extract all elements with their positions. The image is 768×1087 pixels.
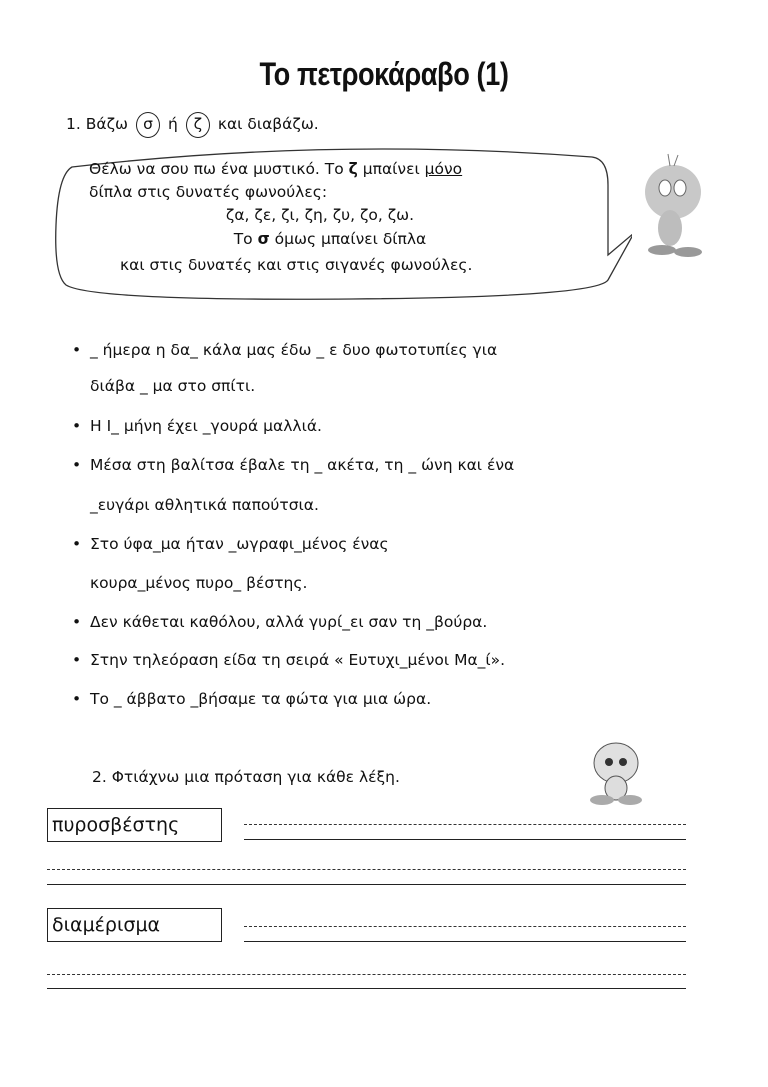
sentence-7: • Το _ άββατο _βήσαμε τα φώτα για μια ώρα. — [90, 690, 431, 708]
sentence-6: • Στην τηλεόραση είδα τη σειρά « Ευτυχι_μένοι Μα_ί». — [90, 651, 505, 669]
option-zeta: ζ — [186, 112, 210, 138]
writing-line — [47, 884, 686, 885]
sentence-5: • Δεν κάθεται καθόλου, αλλά γυρί_ει σαν τη _βούρα. — [90, 613, 487, 631]
writing-line — [47, 869, 686, 870]
sentence-3-cont: _ευγάρι αθλητικά παπούτσια. — [90, 496, 319, 514]
tweety-bird-icon-2 — [580, 738, 652, 808]
writing-line — [47, 988, 686, 989]
writing-line — [47, 974, 686, 975]
sentence-2: • Η Ι_ μήνη έχει _γουρά μαλλιά. — [90, 417, 322, 435]
exercise-number: 1. Βάζω — [66, 115, 128, 133]
tweety-bird-icon — [640, 150, 710, 260]
instruction-rest: και διαβάζω. — [217, 115, 319, 133]
writing-line — [244, 941, 686, 942]
exercise-1-instruction — [66, 112, 319, 138]
bubble-line-4: Το σ όμως μπαίνει δίπλα — [233, 230, 427, 248]
option-sigma: σ — [136, 112, 160, 138]
writing-line — [244, 926, 686, 927]
bubble-line-1: Θέλω να σου πω ένα μυστικό. Το ζ μπαίνει μόνο — [89, 160, 463, 178]
word-box-pyrosvestis: πυροσβέστης — [47, 808, 222, 842]
writing-line — [244, 824, 686, 825]
writing-line — [244, 839, 686, 840]
exercise-2-instruction: 2. Φτιάχνω μια πρόταση για κάθε λέξη. — [92, 768, 400, 786]
sentence-1-cont: διάβα _ μα στο σπίτι. — [90, 377, 256, 395]
or-text: ή — [167, 115, 178, 133]
bubble-line-2: δίπλα στις δυνατές φωνούλες: — [89, 183, 328, 201]
sentence-3: • Μέσα στη βαλίτσα έβαλε τη _ ακέτα, τη _ ώνη και ένα — [90, 456, 514, 474]
sentence-4: • Στο ύφα_μα ήταν _ωγραφι_μένος ένας — [90, 535, 389, 553]
bubble-line-3: ζα, ζε, ζι, ζη, ζυ, ζο, ζω. — [225, 206, 415, 224]
sentence-4-cont: κουρα_μένος πυρο_ βέστης. — [90, 574, 308, 592]
page-title: Το πετροκάραβο (1) — [259, 56, 509, 92]
sentence-1: • _ ήμερα η δα_ κάλα μας έδω _ ε δυο φωτοτυπίες για — [90, 341, 497, 359]
bubble-line-5: και στις δυνατές και στις σιγανές φωνούλες. — [120, 256, 473, 274]
word-box-diamerisma: διαμέρισμα — [47, 908, 222, 942]
